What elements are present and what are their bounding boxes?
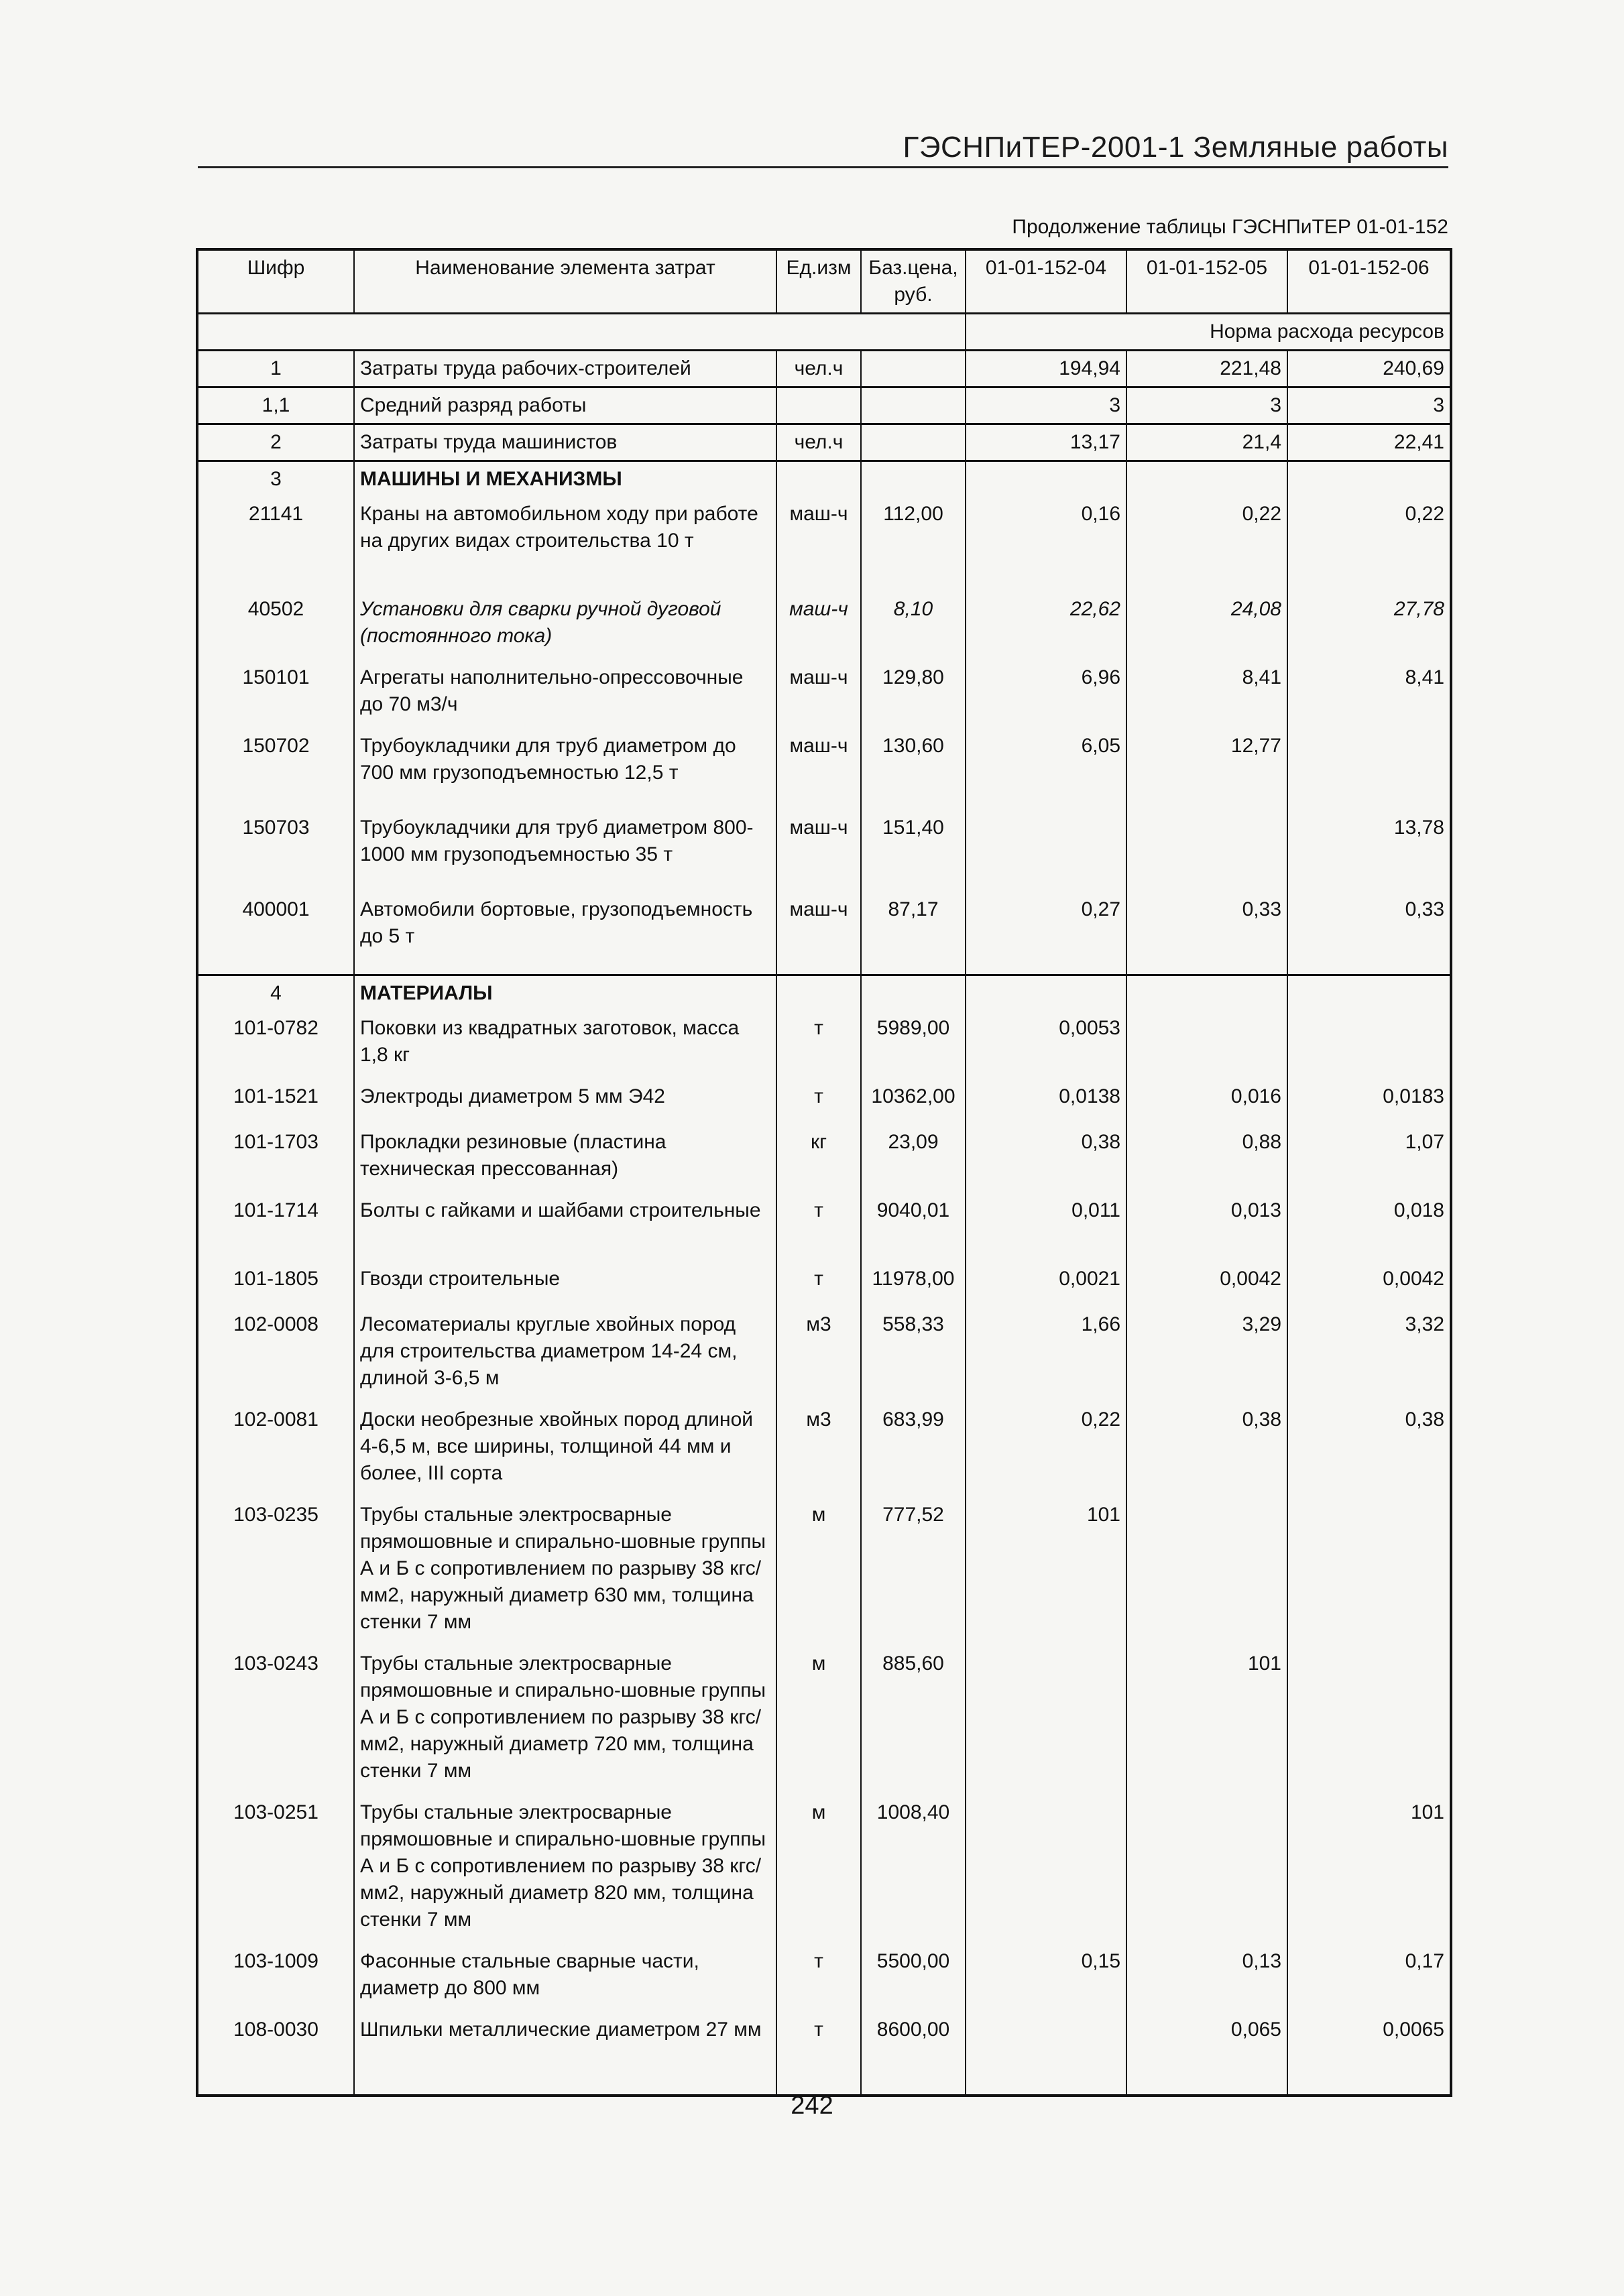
cell-name: Автомобили бортовые, грузоподъемность до 5 т (354, 892, 776, 975)
cell-code: 3 (197, 461, 354, 497)
cell-norm-05: 0,016 (1126, 1079, 1287, 1125)
cell-price: 1008,40 (861, 1795, 966, 1944)
cell-name: Шпильки металлические диаметром 27 мм (354, 2012, 776, 2096)
cell-price: 151,40 (861, 810, 966, 892)
table-row (197, 1193, 1451, 1262)
cell-norm-06 (1287, 1646, 1451, 1795)
resource-norms-table (196, 248, 1452, 2097)
cell-unit (776, 387, 861, 424)
cell-unit: маш-ч (776, 592, 861, 660)
cell-norm-06: 27,78 (1287, 592, 1451, 660)
cell-code: 4 (197, 975, 354, 1012)
cell-price: 9040,01 (861, 1193, 966, 1262)
cell-norm-05 (1126, 810, 1287, 892)
cell-name: Агрегаты наполнительно-опрессовочные до 70 м3/ч (354, 660, 776, 729)
cell-price: 558,33 (861, 1307, 966, 1402)
cell-unit: маш-ч (776, 660, 861, 729)
cell-norm-05: 24,08 (1126, 592, 1287, 660)
cell-unit: маш-ч (776, 810, 861, 892)
cell-name: Затраты труда рабочих-строителей (354, 351, 776, 387)
cell-price: 87,17 (861, 892, 966, 975)
table-row (197, 1646, 1451, 1795)
cell-name: Лесоматериалы круглые хвойных пород для строительства диаметром 14-24 см, длиной 3-6,5 м (354, 1307, 776, 1402)
table-row (197, 387, 1451, 424)
cell-norm-05 (1126, 461, 1287, 497)
column-header-price: Баз.цена, руб. (861, 249, 966, 314)
cell-norm-04: 13,17 (966, 424, 1126, 461)
table-row (197, 351, 1451, 387)
cell-norm-04: 0,22 (966, 1402, 1126, 1498)
cell-norm-04: 0,27 (966, 892, 1126, 975)
table-body (197, 351, 1451, 2096)
table-row (197, 1011, 1451, 1079)
cell-code: 150702 (197, 729, 354, 810)
cell-code: 2 (197, 424, 354, 461)
cell-code: 102-0008 (197, 1307, 354, 1402)
cell-name: Трубы стальные электросварные прямошовные и спирально-шовные группы А и Б с сопротивлением по разрыву 38 кгс/мм2, наружный диаметр 630 мм, толщина стенки 7 мм (354, 1498, 776, 1646)
cell-norm-06 (1287, 729, 1451, 810)
table-row (197, 1307, 1451, 1402)
cell-norm-05 (1126, 975, 1287, 1012)
cell-unit: м3 (776, 1307, 861, 1402)
cell-price: 8,10 (861, 592, 966, 660)
table-row (197, 497, 1451, 592)
cell-price: 10362,00 (861, 1079, 966, 1125)
cell-norm-05: 0,22 (1126, 497, 1287, 592)
cell-norm-04: 1,66 (966, 1307, 1126, 1402)
cell-price (861, 424, 966, 461)
cell-norm-04 (966, 461, 1126, 497)
cell-code: 103-0251 (197, 1795, 354, 1944)
cell-price: 112,00 (861, 497, 966, 592)
table-row (197, 975, 1451, 1012)
cell-code: 400001 (197, 892, 354, 975)
table-continuation-caption: Продолжение таблицы ГЭСНПиТЕР 01-01-152 (1012, 216, 1448, 238)
cell-price: 777,52 (861, 1498, 966, 1646)
cell-norm-04 (966, 810, 1126, 892)
table-row (197, 2012, 1451, 2096)
column-header-norm-06: 01-01-152-06 (1287, 249, 1451, 314)
column-header-code: Шифр (197, 249, 354, 314)
cell-code: 1 (197, 351, 354, 387)
table-row (197, 1402, 1451, 1498)
norm-label-row (197, 314, 1451, 351)
cell-norm-04: 0,0021 (966, 1262, 1126, 1307)
cell-unit: т (776, 1944, 861, 2012)
cell-norm-05: 0,38 (1126, 1402, 1287, 1498)
cell-price: 5500,00 (861, 1944, 966, 2012)
cell-norm-06: 0,018 (1287, 1193, 1451, 1262)
cell-norm-06: 0,38 (1287, 1402, 1451, 1498)
table-row (197, 461, 1451, 497)
cell-norm-06 (1287, 461, 1451, 497)
cell-norm-04: 0,011 (966, 1193, 1126, 1262)
cell-unit: маш-ч (776, 497, 861, 592)
cell-norm-06 (1287, 1011, 1451, 1079)
cell-norm-04: 6,05 (966, 729, 1126, 810)
cell-norm-04: 0,38 (966, 1125, 1126, 1193)
cell-norm-06 (1287, 1498, 1451, 1646)
cell-norm-05: 0,0042 (1126, 1262, 1287, 1307)
cell-unit: м (776, 1498, 861, 1646)
cell-price: 683,99 (861, 1402, 966, 1498)
cell-norm-05 (1126, 1795, 1287, 1944)
cell-price: 11978,00 (861, 1262, 966, 1307)
cell-name: Болты с гайками и шайбами строительные (354, 1193, 776, 1262)
cell-norm-04: 0,0053 (966, 1011, 1126, 1079)
cell-unit: т (776, 1079, 861, 1125)
cell-code: 101-1703 (197, 1125, 354, 1193)
norm-label-spacer (197, 314, 966, 351)
cell-norm-04: 6,96 (966, 660, 1126, 729)
table-row (197, 892, 1451, 975)
norm-label: Норма расхода ресурсов (966, 314, 1451, 351)
cell-name: Трубоукладчики для труб диаметром до 700 мм грузоподъемностью 12,5 т (354, 729, 776, 810)
cell-code: 1,1 (197, 387, 354, 424)
cell-unit: маш-ч (776, 892, 861, 975)
cell-name: Затраты труда машинистов (354, 424, 776, 461)
cell-code: 21141 (197, 497, 354, 592)
cell-norm-04: 0,15 (966, 1944, 1126, 2012)
cell-norm-06: 101 (1287, 1795, 1451, 1944)
cell-code: 101-1714 (197, 1193, 354, 1262)
cell-norm-05 (1126, 1498, 1287, 1646)
cell-norm-05: 3,29 (1126, 1307, 1287, 1402)
cell-norm-05: 0,13 (1126, 1944, 1287, 2012)
cell-code: 103-1009 (197, 1944, 354, 2012)
table-row (197, 1125, 1451, 1193)
cell-norm-05: 0,065 (1126, 2012, 1287, 2096)
cell-code: 101-0782 (197, 1011, 354, 1079)
cell-price: 23,09 (861, 1125, 966, 1193)
cell-unit (776, 461, 861, 497)
cell-price (861, 975, 966, 1012)
table-row (197, 1944, 1451, 2012)
cell-name: Доски необрезные хвойных пород длиной 4-6,5 м, все ширины, толщиной 44 мм и более, III сорта (354, 1402, 776, 1498)
cell-norm-04: 22,62 (966, 592, 1126, 660)
cell-price: 885,60 (861, 1646, 966, 1795)
cell-norm-06: 0,33 (1287, 892, 1451, 975)
cell-norm-06: 22,41 (1287, 424, 1451, 461)
cell-norm-06 (1287, 975, 1451, 1012)
cell-name: Фасонные стальные сварные части, диаметр до 800 мм (354, 1944, 776, 2012)
cell-norm-06: 13,78 (1287, 810, 1451, 892)
cell-code: 101-1805 (197, 1262, 354, 1307)
cell-norm-05 (1126, 1011, 1287, 1079)
cell-name: Средний разряд работы (354, 387, 776, 424)
cell-code: 102-0081 (197, 1402, 354, 1498)
cell-norm-06: 3,32 (1287, 1307, 1451, 1402)
cell-price: 5989,00 (861, 1011, 966, 1079)
cell-norm-06: 3 (1287, 387, 1451, 424)
cell-code: 150101 (197, 660, 354, 729)
table-row (197, 424, 1451, 461)
cell-norm-06: 1,07 (1287, 1125, 1451, 1193)
table-row (197, 1795, 1451, 1944)
table-row (197, 1262, 1451, 1307)
cell-code: 150703 (197, 810, 354, 892)
cell-price (861, 351, 966, 387)
cell-unit: т (776, 2012, 861, 2096)
table-row (197, 1079, 1451, 1125)
cell-name: Трубы стальные электросварные прямошовные и спирально-шовные группы А и Б с сопротивлением по разрыву 38 кгс/мм2, наружный диаметр 720 мм, толщина стенки 7 мм (354, 1646, 776, 1795)
cell-name: Установки для сварки ручной дуговой (постоянного тока) (354, 592, 776, 660)
cell-norm-04 (966, 975, 1126, 1012)
cell-norm-05: 101 (1126, 1646, 1287, 1795)
cell-code: 103-0235 (197, 1498, 354, 1646)
cell-norm-04 (966, 1795, 1126, 1944)
cell-price (861, 461, 966, 497)
cell-code: 101-1521 (197, 1079, 354, 1125)
cell-norm-06: 0,0065 (1287, 2012, 1451, 2096)
cell-norm-06: 0,17 (1287, 1944, 1451, 2012)
cell-unit: м3 (776, 1402, 861, 1498)
cell-unit: т (776, 1193, 861, 1262)
cell-norm-05: 0,88 (1126, 1125, 1287, 1193)
cell-price (861, 387, 966, 424)
running-header: ГЭСНПиТЕР-2001-1 Земляные работы (903, 131, 1448, 164)
table-row (197, 592, 1451, 660)
cell-norm-05: 0,33 (1126, 892, 1287, 975)
cell-code: 103-0243 (197, 1646, 354, 1795)
cell-price: 129,80 (861, 660, 966, 729)
cell-name: Прокладки резиновые (пластина техническая прессованная) (354, 1125, 776, 1193)
cell-norm-04: 194,94 (966, 351, 1126, 387)
cell-norm-05: 221,48 (1126, 351, 1287, 387)
cell-norm-05: 12,77 (1126, 729, 1287, 810)
cell-unit: т (776, 1262, 861, 1307)
column-header-norm-05: 01-01-152-05 (1126, 249, 1287, 314)
page-number: 242 (791, 2092, 833, 2120)
column-header-unit: Ед.изм (776, 249, 861, 314)
cell-unit: м (776, 1795, 861, 1944)
cell-norm-04 (966, 2012, 1126, 2096)
cell-unit: м (776, 1646, 861, 1795)
cell-norm-04 (966, 1646, 1126, 1795)
table-header-row (197, 249, 1451, 314)
cell-price: 130,60 (861, 729, 966, 810)
cell-name: Краны на автомобильном ходу при работе на других видах строительства 10 т (354, 497, 776, 592)
cell-norm-04: 0,0138 (966, 1079, 1126, 1125)
table-row (197, 729, 1451, 810)
cell-name: Трубоукладчики для труб диаметром 800-1000 мм грузоподъемностью 35 т (354, 810, 776, 892)
cell-norm-06: 240,69 (1287, 351, 1451, 387)
cell-code: 108-0030 (197, 2012, 354, 2096)
cell-norm-06: 0,0183 (1287, 1079, 1451, 1125)
cell-unit (776, 975, 861, 1012)
cell-norm-05: 0,013 (1126, 1193, 1287, 1262)
cell-name: МАТЕРИАЛЫ (354, 975, 776, 1012)
cell-name: Электроды диаметром 5 мм Э42 (354, 1079, 776, 1125)
column-header-name: Наименование элемента затрат (354, 249, 776, 314)
cell-unit: т (776, 1011, 861, 1079)
table-row (197, 660, 1451, 729)
cell-unit: чел.ч (776, 424, 861, 461)
header-divider (198, 166, 1448, 168)
cell-unit: кг (776, 1125, 861, 1193)
table-row (197, 1498, 1451, 1646)
cell-norm-04: 101 (966, 1498, 1126, 1646)
cell-name: Трубы стальные электросварные прямошовные и спирально-шовные группы А и Б с сопротивлением по разрыву 38 кгс/мм2, наружный диаметр 820 мм, толщина стенки 7 мм (354, 1795, 776, 1944)
table-row (197, 810, 1451, 892)
cell-norm-06: 0,22 (1287, 497, 1451, 592)
cell-name: Поковки из квадратных заготовок, масса 1,8 кг (354, 1011, 776, 1079)
cell-price: 8600,00 (861, 2012, 966, 2096)
cell-norm-04: 3 (966, 387, 1126, 424)
cell-code: 40502 (197, 592, 354, 660)
cell-norm-05: 3 (1126, 387, 1287, 424)
column-header-norm-04: 01-01-152-04 (966, 249, 1126, 314)
cell-norm-06: 8,41 (1287, 660, 1451, 729)
cell-norm-04: 0,16 (966, 497, 1126, 592)
cell-norm-05: 21,4 (1126, 424, 1287, 461)
cell-unit: маш-ч (776, 729, 861, 810)
cell-unit: чел.ч (776, 351, 861, 387)
cell-norm-06: 0,0042 (1287, 1262, 1451, 1307)
cell-name: МАШИНЫ И МЕХАНИЗМЫ (354, 461, 776, 497)
cell-norm-05: 8,41 (1126, 660, 1287, 729)
cell-name: Гвозди строительные (354, 1262, 776, 1307)
